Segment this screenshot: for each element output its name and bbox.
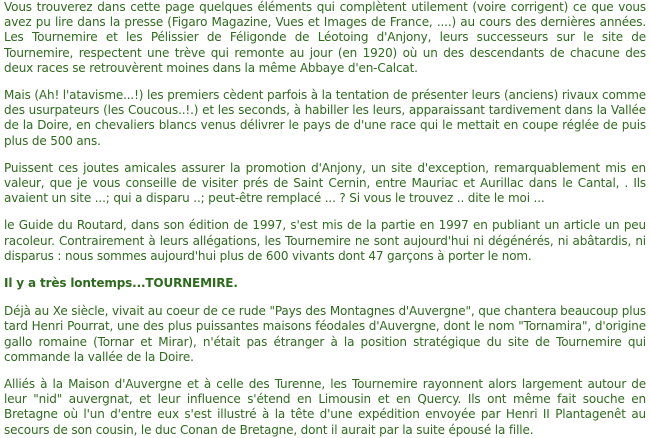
alliances-paragraph: Alliés à la Maison d'Auvergne et à celle des Turenne, les Tournemire rayonnent alors largement autour de leur "nid" auvergnat, et leur influence s'étend en Limousin et en Quercy. Ils ont même fait souche en Bretagne où l'un d'entre eux s'est illustré à la tête d'une expédition envoyée par Henri II Plantagenêt au secours de son cousin, le duc Conan de Bretagne, dont il aurait par la suite épousé la fille. — [4, 377, 646, 437]
intro-paragraph: Vous trouverez dans cette page quelques éléments qui complètent utilement (voire corrigent) ce que vous avez pu lire dans la presse (Figaro Magazine, Vues et Images de France, ....) au cours des dernières années. Les Tournemire et les Pélissier de Féligonde de Léotoing d'Anjony, leurs successeurs sur le site de Tournemire, respectent une trève qui remonte au jour (en 1920) où un des descendants de chacune des deux races se retrouvèrent moines dans la même Abbaye d'en-Calcat. — [4, 0, 646, 75]
history-paragraph: Déjà au Xe siècle, vivait au coeur de ce rude "Pays des Montagnes d'Auvergne", que chantera beaucoup plus tard Henri Pourrat, une des plus puissantes maisons féodales d'Auvergne, dont le nom "Tornamira", d'origine gallo romaine (Tornar et Mirar), n'était pas étranger à la position stratégique du site de Tournemire qui commande la vallée de la Doire. — [4, 304, 646, 364]
section-heading: Il y a très lontemps...TOURNEMIRE. — [4, 276, 238, 291]
routard-paragraph: le Guide du Routard, dans son édition de 1997, s'est mis de la partie en 1997 en publiant un article un peu racoleur. Contrairement à leurs allégations, les Tournemire ne sont aujourd'hui ni dégénérés, ni abâtardis, ni disparus : nous sommes aujourd'hui plus de 600 vivants dont 47 garçons à porter le nom. — [4, 218, 646, 263]
rivalry-paragraph: Mais (Ah! l'atavisme...!) les premiers cèdent parfois à la tentation de présenter leurs (anciens) rivaux comme des usurpateurs (les Coucous..!.) et les seconds, à habiller les leurs, apparaissant tardivement dans la Vallée de la Doire, en chevaliers blancs venus délivrer le pays de d'une race qui le mettait en coupe réglée de puis plus de 500 ans. — [4, 88, 646, 148]
anjony-paragraph: Puissent ces joutes amicales assurer la promotion d'Anjony, un site d'exception, remarquablement mis en valeur, que je vous conseille de visiter prés de Saint Cernin, entre Mauriac et Aurillac dans le Cantal, . Ils avaient un site ...; qui a disparu ..; peut-être remplacé ... ? Si vous le trouvez .. dite le moi ... — [4, 160, 646, 206]
document-body — [4, 0, 646, 438]
